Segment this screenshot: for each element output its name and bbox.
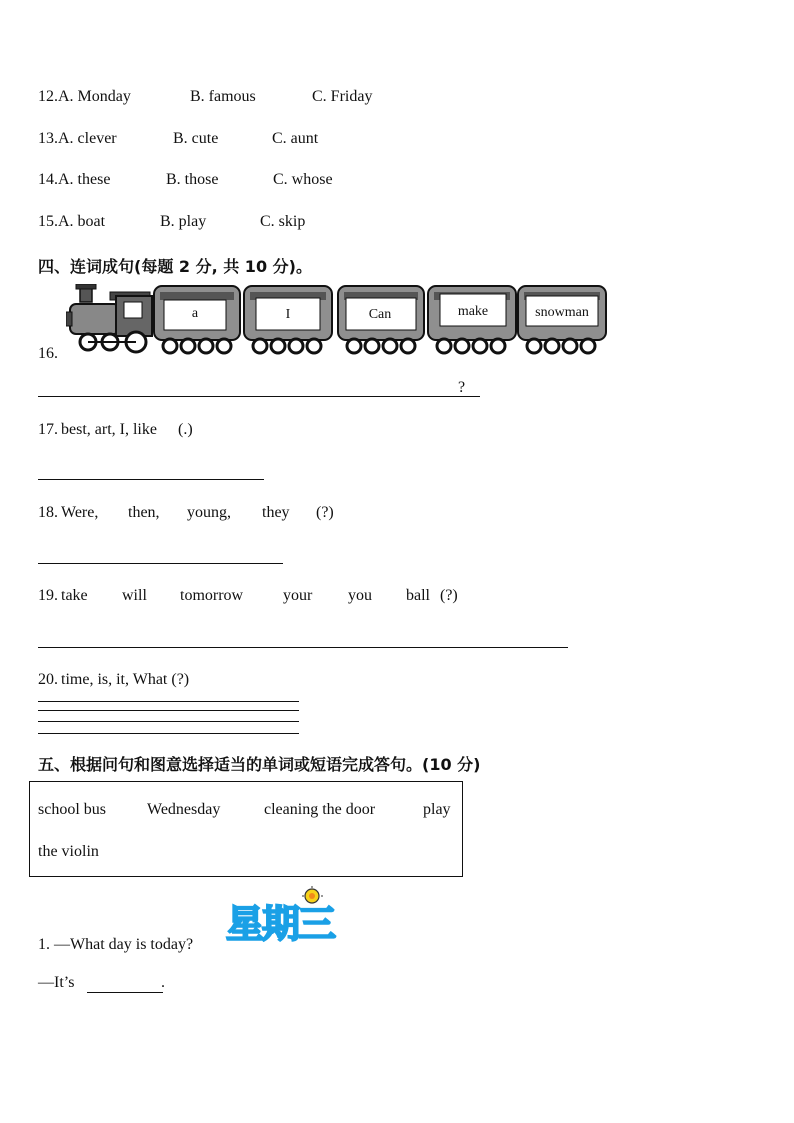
train-car-label: snowman: [535, 305, 589, 320]
answer-line-20[interactable]: [38, 721, 299, 722]
train-car-label: I: [285, 307, 291, 322]
question-18-number: 18.: [38, 504, 58, 521]
option-b: B. famous: [190, 88, 256, 105]
option-b: B. play: [160, 213, 207, 230]
question-number: 15.A. boat: [38, 213, 106, 230]
section-4-heading: 四、连词成句(每题 2 分, 共 10 分)。: [38, 257, 312, 276]
train-car-2: [244, 286, 332, 353]
punctuation-hint: (.): [178, 421, 193, 438]
train-car-label: a: [191, 306, 199, 321]
word-bank-item: cleaning the door: [264, 801, 376, 818]
train-car-4: [428, 286, 516, 353]
scrambled-word: then,: [128, 504, 160, 521]
wednesday-sign-text: 星期三: [226, 902, 335, 946]
answer-line-20[interactable]: [38, 701, 299, 702]
scrambled-word: Were,: [61, 504, 99, 521]
question-number: 13.A. clever: [38, 130, 117, 147]
wednesday-image: [226, 886, 338, 950]
word-bank-item: the violin: [38, 843, 99, 860]
option-c: C. aunt: [272, 130, 319, 147]
word-bank-item: play: [423, 801, 451, 818]
question-19-number: 19.: [38, 587, 58, 604]
scrambled-word: they: [262, 504, 290, 521]
option-c: C. whose: [273, 171, 333, 188]
scrambled-word: tomorrow: [180, 587, 244, 604]
question-number: 12.A. Monday: [38, 88, 131, 105]
train-car-1: [154, 286, 240, 353]
answer-blank[interactable]: [87, 992, 163, 993]
scrambled-word: take: [61, 587, 88, 604]
scrambled-words: best, art, I, like: [61, 421, 157, 438]
train-car-5: [518, 286, 606, 353]
option-b: B. those: [166, 171, 219, 188]
question-20-number: 20.: [38, 671, 58, 688]
question-17-number: 17.: [38, 421, 58, 438]
train-engine-icon: [66, 284, 152, 352]
question-16-end-mark: ?: [458, 379, 466, 396]
train-illustration: [66, 284, 608, 358]
answer-prefix: —It’s: [38, 974, 75, 991]
answer-line-19[interactable]: [38, 647, 568, 648]
train-car-label: Can: [368, 307, 392, 322]
option-c: C. skip: [260, 213, 306, 230]
scrambled-word: ball: [406, 587, 430, 604]
punctuation-hint: (?): [440, 587, 458, 604]
scrambled-word: your: [283, 587, 313, 604]
punctuation-hint: (?): [316, 504, 334, 521]
word-bank-item: Wednesday: [147, 801, 221, 818]
option-c: C. Friday: [312, 88, 373, 105]
scrambled-word: you: [348, 587, 372, 604]
section-5-heading: 五、根据问句和图意选择适当的单词或短语完成答句。(10 分): [38, 755, 481, 774]
train-car-3: [338, 286, 424, 353]
train-car-label: make: [457, 304, 489, 319]
question-16-number: 16.: [38, 345, 58, 362]
question-number: 14.A. these: [38, 171, 111, 188]
word-bank-item: school bus: [38, 801, 106, 818]
answer-line-17[interactable]: [38, 479, 264, 480]
answer-line-20[interactable]: [38, 733, 299, 734]
word-bank-box: [29, 781, 463, 877]
answer-line-18[interactable]: [38, 563, 283, 564]
scrambled-words: time, is, it, What (?): [61, 671, 190, 688]
option-b: B. cute: [173, 130, 219, 147]
scrambled-word: will: [122, 587, 147, 604]
answer-line-16[interactable]: [38, 396, 480, 397]
answer-line-20[interactable]: [38, 710, 299, 711]
answer-suffix: .: [161, 974, 165, 991]
section-5-question-1: 1. —What day is today?: [38, 936, 194, 953]
scrambled-word: young,: [187, 504, 231, 521]
